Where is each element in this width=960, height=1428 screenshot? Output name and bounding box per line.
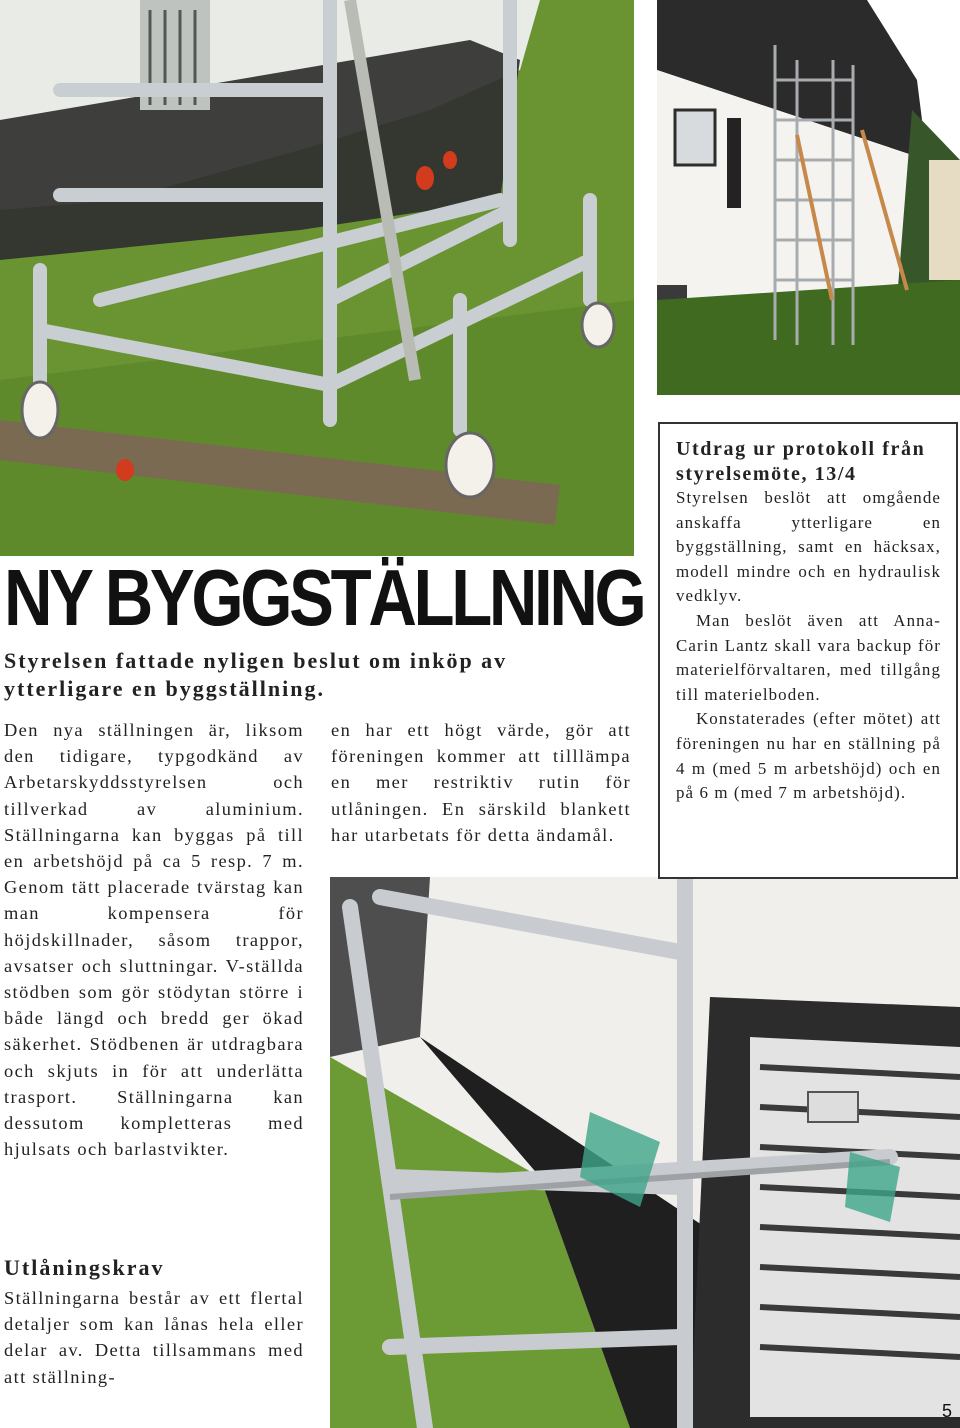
- sidebar-paragraph: Man beslöt även att Anna-Carin Lantz skall vara backup för materielförvaltaren, med tillgång till materielboden.: [676, 610, 941, 704]
- article-lead: Styrelsen fattade nyligen beslut om inköp av ytterligare en byggställning.: [4, 648, 508, 701]
- sidebar-paragraph: Konstaterades (efter mötet) att föreningen nu har en ställning på 4 m (med 5 m arbetshöjd) och en på 6 m (med 7 m arbetshöjd).: [676, 709, 941, 803]
- photo-scaffold-base-on-lawn: [0, 0, 634, 556]
- protocol-sidebar-box: [658, 422, 958, 879]
- article-body-left-column: Den nya ställningen är, liksom den tidigare, typgodkänd av Arbetarskyddsstyrelsen och tillverkad av aluminium. Ställningarna kan byggas på till en arbetshöjd på ca 5 resp. 7 m. Genom tätt placerade tvärstag kan man kompensera för höjdskillnader, såsom trappor, avsatser och sluttningar. V-ställda stödben som gör stödytan större i både längd och bredd ger ökad säkerhet. Stödbenen är utdragbara och skjuts in för att underlätta trasport. Ställningarna kan dessutom kompletteras med hjulsats och barlastvikter.: [4, 720, 304, 1160]
- section-subheading: Utlåningskrav: [4, 1255, 165, 1280]
- page-number: 5: [941, 1401, 952, 1421]
- article-headline: NY BYGGSTÄLLNING: [4, 553, 644, 642]
- section-body: Ställningarna består av ett flertal detaljer som kan lånas hela eller delar av. Detta tillsammans med att ställning-: [4, 1288, 304, 1387]
- sidebar-title: Utdrag ur protokoll från styrelsemöte, 13/4: [676, 438, 926, 485]
- photo-scaffold-tower-at-house: [657, 0, 960, 395]
- article-body-middle-column: en har ett högt värde, gör att föreningen kommer att tilllämpa en mer restriktiv rutin för utlåningen. En särskild blankett har utarbetats för detta ändamål.: [331, 720, 631, 845]
- sidebar-paragraph: Styrelsen beslöt att omgående anskaffa ytterligare en byggställning, samt en häcksax, modell mindre och en hydraulisk vedklyv.: [676, 488, 941, 606]
- photo-scaffold-closeup-wall: [330, 877, 960, 1428]
